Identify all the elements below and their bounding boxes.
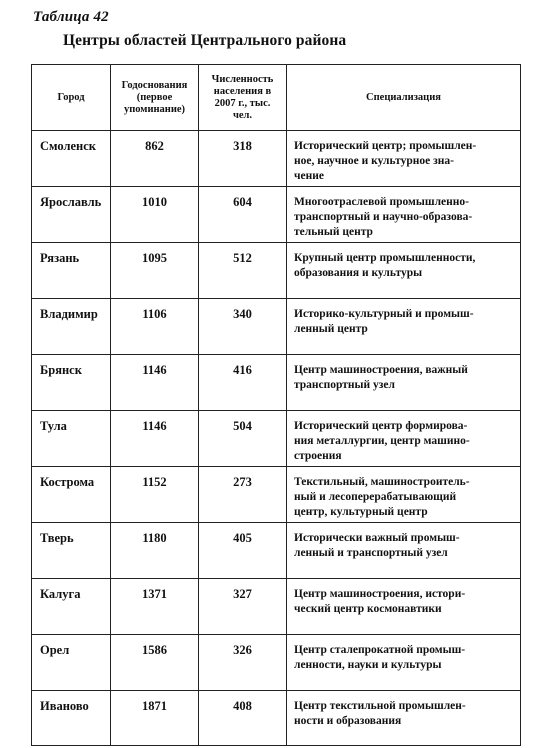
table-row	[32, 411, 521, 467]
cell-specialization	[287, 691, 521, 746]
specialization-line: ное, научное и культурное зна-	[294, 155, 454, 167]
table-header-row	[32, 65, 521, 131]
specialization-line: ленный центр	[294, 323, 368, 335]
specialization-line: ческий центр космонавтики	[294, 603, 442, 615]
table-row	[32, 635, 521, 691]
cell-specialization	[287, 355, 521, 411]
table-title: Центры областей Центрального района	[63, 32, 347, 49]
specialization-line: Текстильный, машиностроитель-	[294, 476, 470, 488]
cell-specialization	[287, 243, 521, 299]
specialization-line: Центр текстильной промышлен-	[294, 700, 466, 712]
cell-founded: 1106	[111, 299, 199, 355]
header-population-line: чел.	[232, 109, 253, 121]
specialization-line: образования и культуры	[294, 267, 423, 279]
table-row	[32, 131, 521, 187]
cell-city: Калуга	[32, 579, 111, 635]
cell-founded: 1146	[111, 355, 199, 411]
cell-founded: 1152	[111, 467, 199, 523]
specialization-line: ный и лесоперерабатывающий	[294, 491, 457, 503]
cell-population: 273	[199, 467, 287, 523]
specialization-line: ности и образования	[294, 715, 402, 727]
cell-city: Смоленск	[32, 131, 111, 187]
table-row	[32, 467, 521, 523]
specialization-line: строения	[294, 450, 342, 462]
header-population-line: Численность	[211, 73, 274, 85]
cell-founded: 1146	[111, 411, 199, 467]
cell-city: Тверь	[32, 523, 111, 579]
specialization-line: Исторически важный промыш-	[294, 532, 460, 544]
specialization-line: Центр машиностроения, важный	[294, 364, 468, 376]
cell-population: 405	[199, 523, 287, 579]
specialization-line: Исторический центр формирова-	[294, 420, 468, 432]
cell-founded: 1586	[111, 635, 199, 691]
table-row	[32, 355, 521, 411]
specialization-line: Крупный центр промышленности,	[294, 252, 476, 264]
header-specialization: Специализация	[287, 65, 521, 131]
table-row	[32, 691, 521, 746]
header-population-line: 2007 г., тыс.	[214, 97, 271, 109]
cell-population: 327	[199, 579, 287, 635]
header-founded	[111, 65, 199, 131]
specialization-line: транспортный и научно-образова-	[294, 211, 473, 223]
cell-population: 604	[199, 187, 287, 243]
header-population	[199, 65, 287, 131]
cell-specialization	[287, 523, 521, 579]
cell-city: Ярославль	[32, 187, 111, 243]
specialization-line: транспортный узел	[294, 379, 395, 391]
cell-population: 326	[199, 635, 287, 691]
cell-population: 318	[199, 131, 287, 187]
table-row	[32, 523, 521, 579]
specialization-line: тельный центр	[294, 226, 373, 238]
specialization-line: Многоотраслевой промышленно-	[294, 196, 469, 208]
header-population-line: населения в	[213, 85, 272, 97]
header-founded-line: (первое	[136, 91, 173, 103]
specialization-line: ния металлургии, центр машино-	[294, 435, 470, 447]
cell-population: 408	[199, 691, 287, 746]
table-row	[32, 187, 521, 243]
cell-population: 416	[199, 355, 287, 411]
table-body	[32, 131, 521, 746]
cell-city: Владимир	[32, 299, 111, 355]
specialization-line: ленный и транспортный узел	[294, 547, 448, 559]
cell-founded: 1871	[111, 691, 199, 746]
cell-population: 512	[199, 243, 287, 299]
specialization-line: центр, культурный центр	[294, 506, 428, 518]
cell-city: Иваново	[32, 691, 111, 746]
cell-population: 504	[199, 411, 287, 467]
table-row	[32, 299, 521, 355]
cell-specialization	[287, 131, 521, 187]
specialization-line: Центр сталепрокатной промыш-	[294, 644, 466, 656]
specialization-line: ленности, науки и культуры	[294, 659, 442, 671]
table-row	[32, 579, 521, 635]
cities-table	[31, 64, 521, 746]
cell-specialization	[287, 299, 521, 355]
cell-city: Орел	[32, 635, 111, 691]
cell-specialization	[287, 579, 521, 635]
header-city: Город	[32, 65, 111, 131]
header-founded-line: Годоснования	[121, 79, 188, 91]
cell-city: Тула	[32, 411, 111, 467]
table-number: Таблица 42	[33, 9, 109, 25]
cell-population: 340	[199, 299, 287, 355]
cell-specialization	[287, 467, 521, 523]
cell-city: Рязань	[32, 243, 111, 299]
specialization-line: Историко-культурный и промыш-	[294, 308, 474, 320]
cell-specialization	[287, 187, 521, 243]
cell-founded: 1010	[111, 187, 199, 243]
cell-city: Кострома	[32, 467, 111, 523]
cell-specialization	[287, 411, 521, 467]
cell-founded: 1180	[111, 523, 199, 579]
specialization-line: Центр машиностроения, истори-	[294, 588, 466, 600]
cell-specialization	[287, 635, 521, 691]
cell-founded: 1371	[111, 579, 199, 635]
specialization-line: Исторический центр; промышлен-	[294, 140, 477, 152]
header-founded-line: упоминание)	[123, 103, 186, 115]
cell-founded: 1095	[111, 243, 199, 299]
cell-founded: 862	[111, 131, 199, 187]
specialization-line: чение	[294, 170, 324, 182]
table-row	[32, 243, 521, 299]
cell-city: Брянск	[32, 355, 111, 411]
